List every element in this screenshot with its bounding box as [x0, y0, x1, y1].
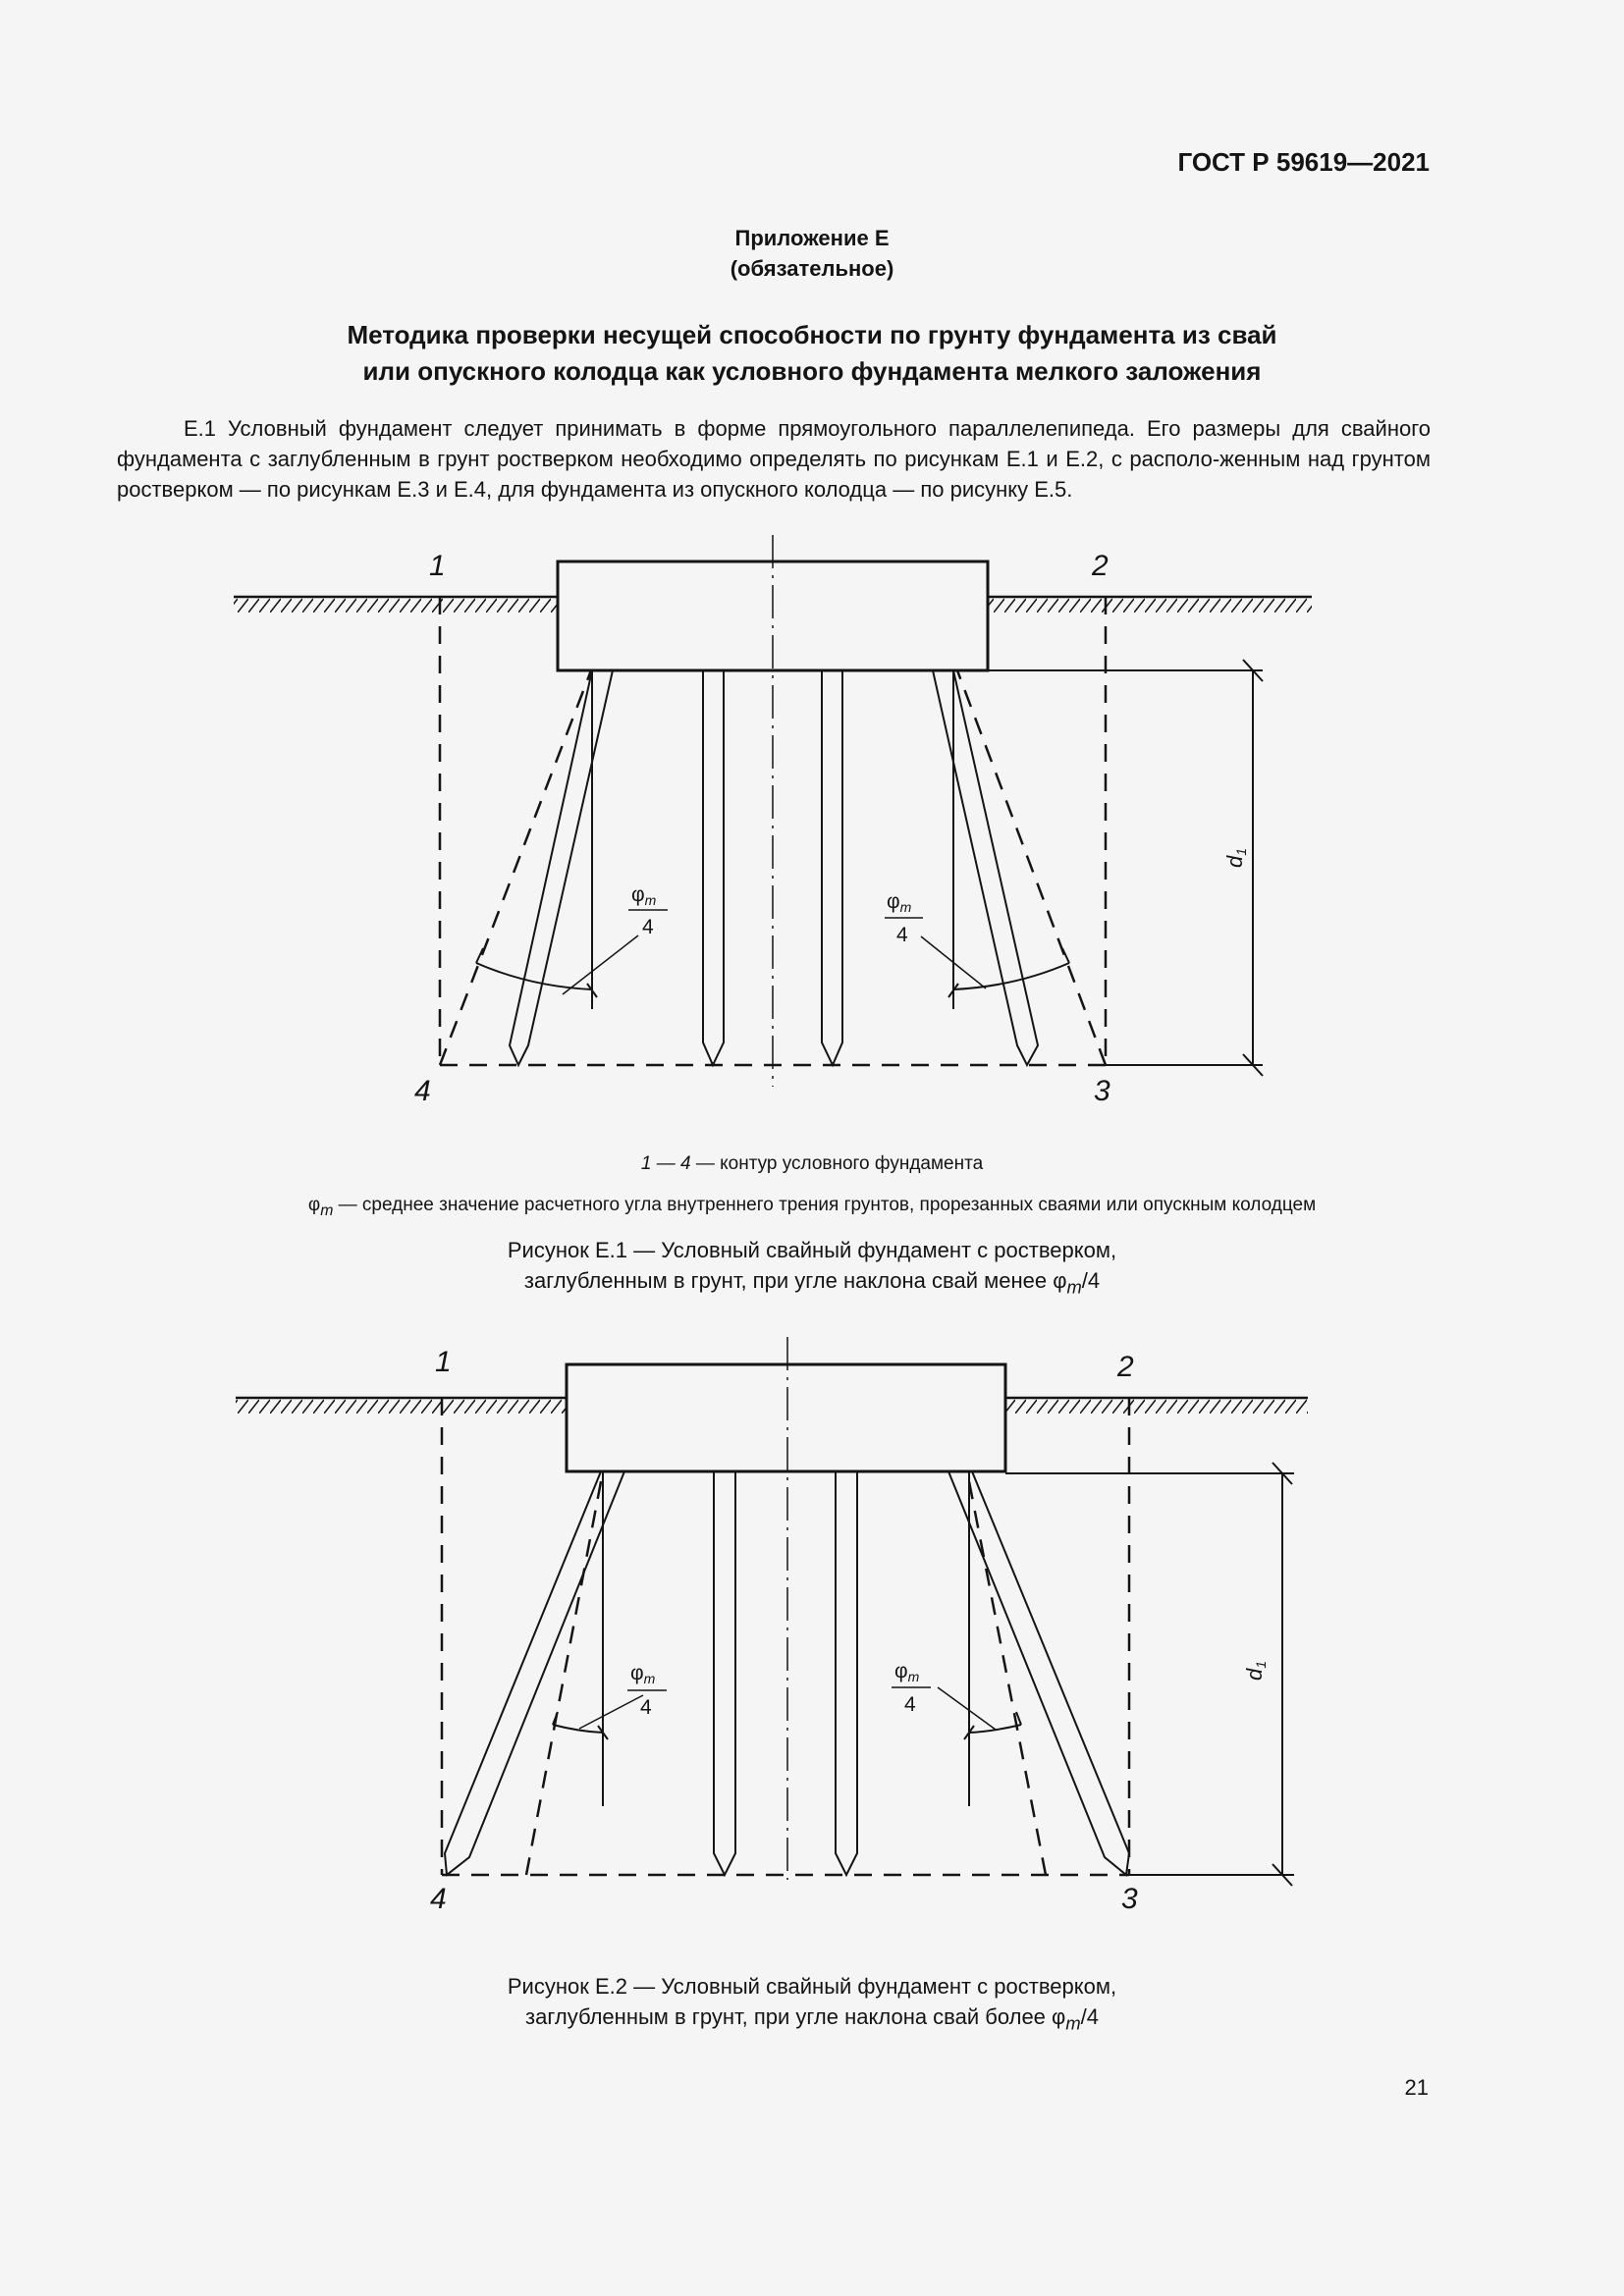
svg-text:4: 4 — [904, 1693, 916, 1716]
angle-reference-lines — [603, 1471, 969, 1806]
ground-surface — [236, 1398, 1308, 1414]
figure-e1-legend-phi: $\varphi_m$ — среднее значение расчетного угла внутреннего трения грунтов, прорезанных сваями или опускным колодцем — [307, 1195, 1317, 1219]
page-number: 21 — [1404, 2075, 1429, 2100]
figure-e1-caption-line-1: Рисунок Е.1 — Условный свайный фундамент с ростверком, — [507, 1238, 1117, 1262]
corner-label-3: 3 — [1094, 1075, 1110, 1107]
corner-label-1: 1 — [435, 1346, 452, 1378]
dimension-d1-label: d1 — [1242, 1660, 1269, 1681]
figure-e2-caption — [0, 1971, 1624, 2038]
appendix-status: (обязательное) — [730, 256, 894, 281]
figure-e1-caption-line-2: заглубленным в грунт, при угле наклона свай менее $\varphi_m/4$ — [523, 1268, 1101, 1298]
figure-e2-drawing — [0, 1335, 1624, 1924]
paragraph-e1: Е.1 Условный фундамент следует принимать в форме прямоугольного параллелепипеда. Его размеры для свайного фундамента с заглубленным в грунт ростверком необходимо определять по рисункам Е.1 и Е.2, с располо-женным над грунтом ростверком — по рисункам Е.3 и Е.4, для фундамента из опускного колодца — по рисунку Е.5. — [117, 416, 1431, 502]
corner-label-2: 2 — [1117, 1351, 1134, 1383]
angle-label-right — [892, 1660, 931, 1716]
figure-e2-caption-line-2: заглубленным в грунт, при угле наклона свай более $\varphi_m/4$ — [525, 2004, 1099, 2034]
svg-text:4: 4 — [640, 1696, 652, 1719]
section-title — [0, 317, 1624, 390]
svg-text:φm: φm — [630, 1662, 656, 1686]
svg-text:φm: φm — [887, 890, 912, 915]
document-code: ГОСТ Р 59619—2021 — [1177, 147, 1430, 177]
corner-label-3: 3 — [1121, 1883, 1138, 1915]
dimension-d1 — [988, 660, 1263, 1076]
figure-e1-drawing — [0, 530, 1624, 1119]
section-title-line-1: Методика проверки несущей способности по грунту фундамента из свай — [347, 320, 1277, 349]
angle-label-left — [627, 1662, 667, 1719]
figure-e2-caption-line-1: Рисунок Е.2 — Условный свайный фундамент с ростверком, — [507, 1974, 1117, 1999]
angle-label-right — [885, 890, 923, 946]
svg-text:4: 4 — [896, 924, 908, 946]
svg-text:4: 4 — [642, 916, 654, 938]
inclined-piles — [510, 670, 1038, 1065]
svg-text:φm: φm — [631, 883, 657, 908]
angle-label-left — [628, 883, 668, 938]
figure-e1-caption — [0, 1235, 1624, 1302]
corner-label-1: 1 — [429, 550, 446, 582]
vertical-piles — [714, 1471, 857, 1875]
svg-text:φm: φm — [894, 1660, 920, 1684]
conditional-foundation-contour — [442, 1398, 1129, 1875]
corner-label-4: 4 — [430, 1883, 447, 1915]
corner-label-2: 2 — [1092, 550, 1109, 582]
pile-cap — [567, 1364, 1005, 1471]
appendix-title: Приложение Е — [734, 226, 890, 250]
angle-leaders — [563, 935, 986, 994]
section-title-line-2: или опускного колодца как условного фундамента мелкого заложения — [362, 356, 1262, 386]
figure-e1-legend-contour: 1 — 4 — контур условного фундамента — [640, 1153, 984, 1174]
corner-label-4: 4 — [414, 1075, 431, 1107]
dimension-d1-label: d1 — [1222, 847, 1249, 868]
